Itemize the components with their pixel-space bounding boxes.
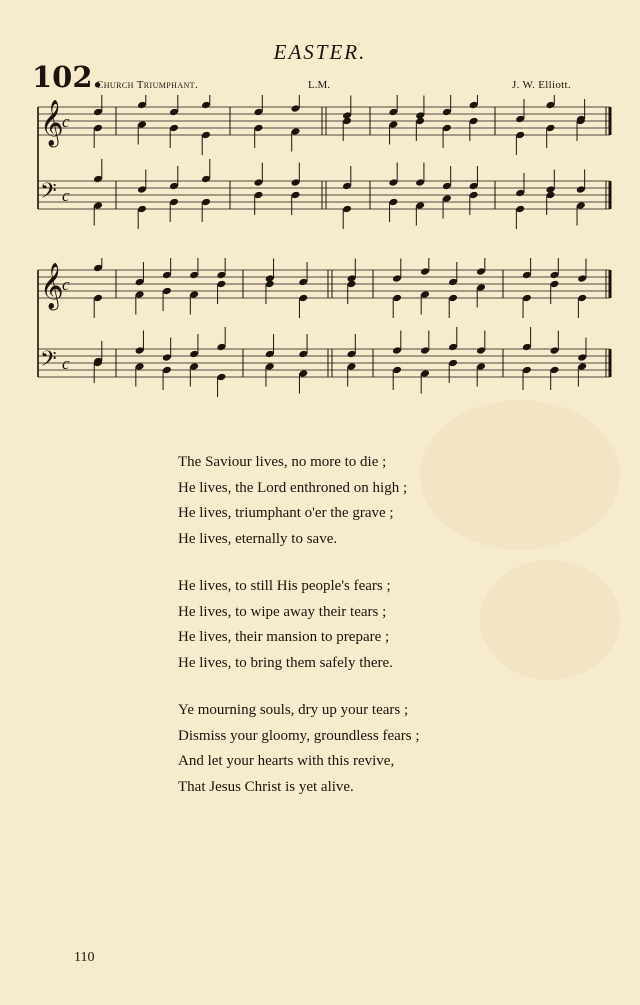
- verse-line: He lives, to wipe away their tears ;: [178, 603, 387, 620]
- bass-clef: 𝄢: [40, 347, 57, 377]
- verse-line: Dismiss your gloomy, groundless fears ;: [178, 727, 420, 744]
- verse-line: He lives, their mansion to prepare ;: [178, 629, 390, 645]
- treble-clef: 𝄞: [40, 100, 64, 146]
- verse-line: He lives, to still His people's fears ;: [178, 578, 391, 594]
- music-score-system-2: [0, 258, 640, 408]
- time-signature: c: [62, 112, 70, 131]
- section-title: EASTER.: [273, 40, 367, 64]
- verse-line: He lives, triumphant o'er the grave ;: [178, 505, 394, 521]
- verse-line: That Jesus Christ is yet alive.: [178, 778, 354, 795]
- hymn-number: 102.: [32, 60, 103, 94]
- verse-line: The Saviour lives, no more to die ;: [178, 454, 387, 470]
- verse-line: He lives, eternally to save.: [178, 530, 338, 547]
- verse-line: Ye mourning souls, dry up your tears ;: [178, 702, 409, 718]
- verse-3: [178, 698, 420, 800]
- verse-line: And let your hearts with this revive,: [178, 753, 395, 769]
- time-signature: c: [62, 275, 70, 294]
- bass-clef: 𝄢: [40, 179, 57, 209]
- verse-line: He lives, to bring them safely there.: [178, 654, 393, 671]
- verse-2: [178, 574, 420, 676]
- time-signature: c: [62, 354, 70, 373]
- treble-clef: 𝄞: [40, 263, 64, 309]
- time-signature: c: [62, 186, 70, 205]
- hymn-text: [178, 450, 420, 822]
- verse-1: [178, 450, 420, 552]
- tune-name: Church Triumphant.: [96, 79, 199, 91]
- music-score-system-1: [0, 95, 640, 235]
- composer: J. W. Elliott.: [512, 79, 571, 91]
- page-number: 110: [74, 950, 95, 965]
- meter: L.M.: [308, 79, 330, 91]
- verse-line: He lives, the Lord enthroned on high ;: [178, 479, 408, 496]
